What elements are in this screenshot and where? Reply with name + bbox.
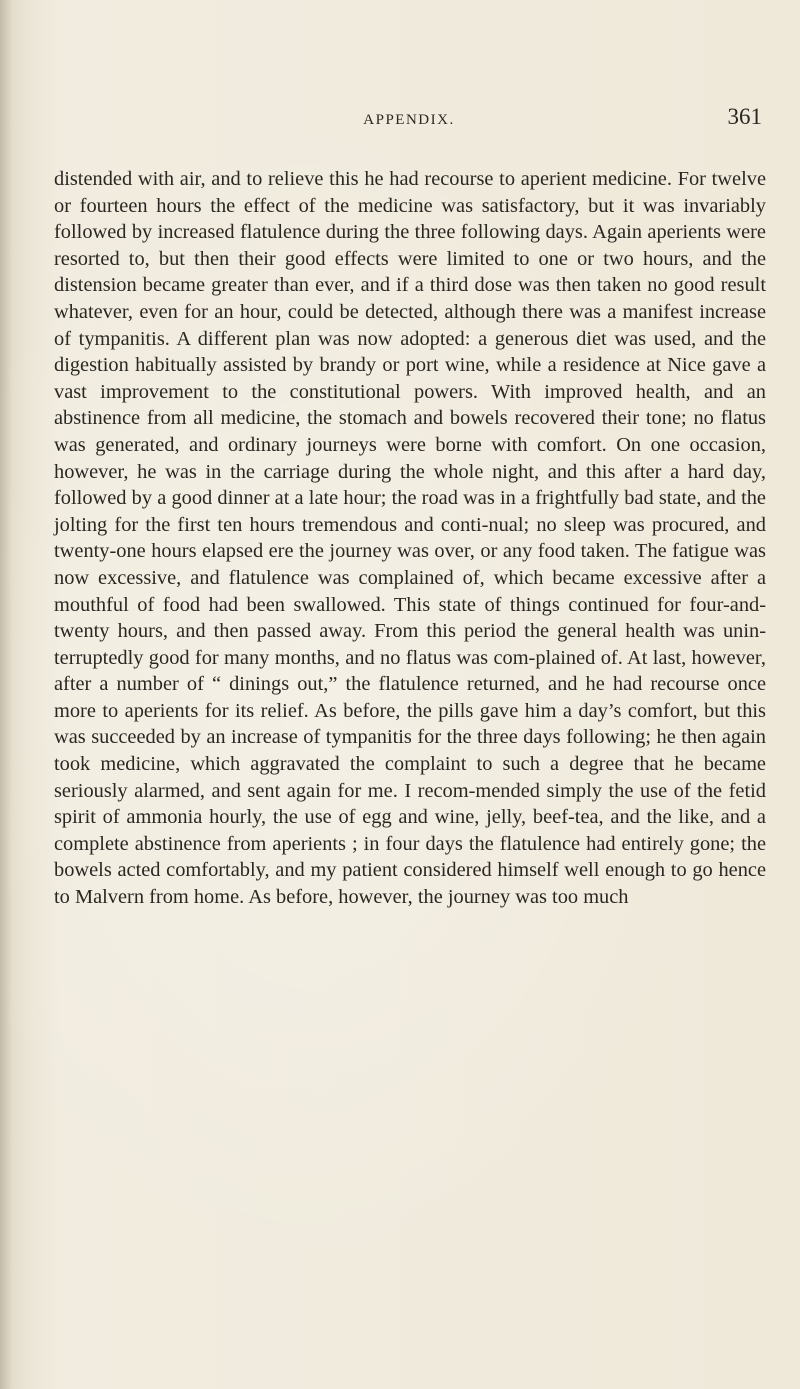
- page-number: 361: [727, 104, 762, 129]
- gutter-shadow: [0, 0, 12, 1389]
- running-head: APPENDIX.: [363, 112, 455, 128]
- body-paragraph: distended with air, and to relieve this he had recourse to aperient medicine. For twelve or fourteen hours the effect of the medicine was satisfactory, but it was invariably followed by increased flatulence during the three following days. Again aperients were resorted to, but then their good effects were limited to one or two hours, and the distension became greater than ever, and if a third dose was then taken no good result whatever, even for an hour, could be detected, although there was a manifest increase of tympanitis. A different plan was now adopted: a generous diet was used, and the digestion habitually assisted by brandy or port wine, while a residence at Nice gave a vast improvement to the constitutional powers. With improved health, and an abstinence from all medicine, the stomach and bowels recovered their tone; no flatus was generated, and ordinary journeys were borne with comfort. On one occasion, however, he was in the carriage during the whole night, and this after a hard day, followed by a good dinner at a late hour; the road was in a frightfully bad state, and the jolting for the first ten hours tremendous and conti-nual; no sleep was procured, and twenty-one hours elapsed ere the journey was over, or any food taken. The fatigue was now excessive, and flatulence was complained of, which became excessive after a mouthful of food had been swallowed. This state of things continued for four-and-twenty hours, and then passed away. From this period the general health was unin-terruptedly good for many months, and no flatus was com-plained of. At last, however, after a number of “ dinings out,” the flatulence returned, and he had recourse once more to aperients for its relief. As before, the pills gave him a day’s comfort, but this was succeeded by an increase of tympanitis for the three days following; he then again took medicine, which aggravated the complaint to such a degree that he became seriously alarmed, and sent again for me. I recom-mended simply the use of the fetid spirit of ammonia hourly, the use of egg and wine, jelly, beef-tea, and the like, and a complete abstinence from aperients ; in four days the flatulence had entirely gone; the bowels acted comfortably, and my patient considered himself well enough to go hence to Malvern from home. As before, however, the journey was too much: [54, 168, 766, 909]
- page-header: [54, 104, 764, 138]
